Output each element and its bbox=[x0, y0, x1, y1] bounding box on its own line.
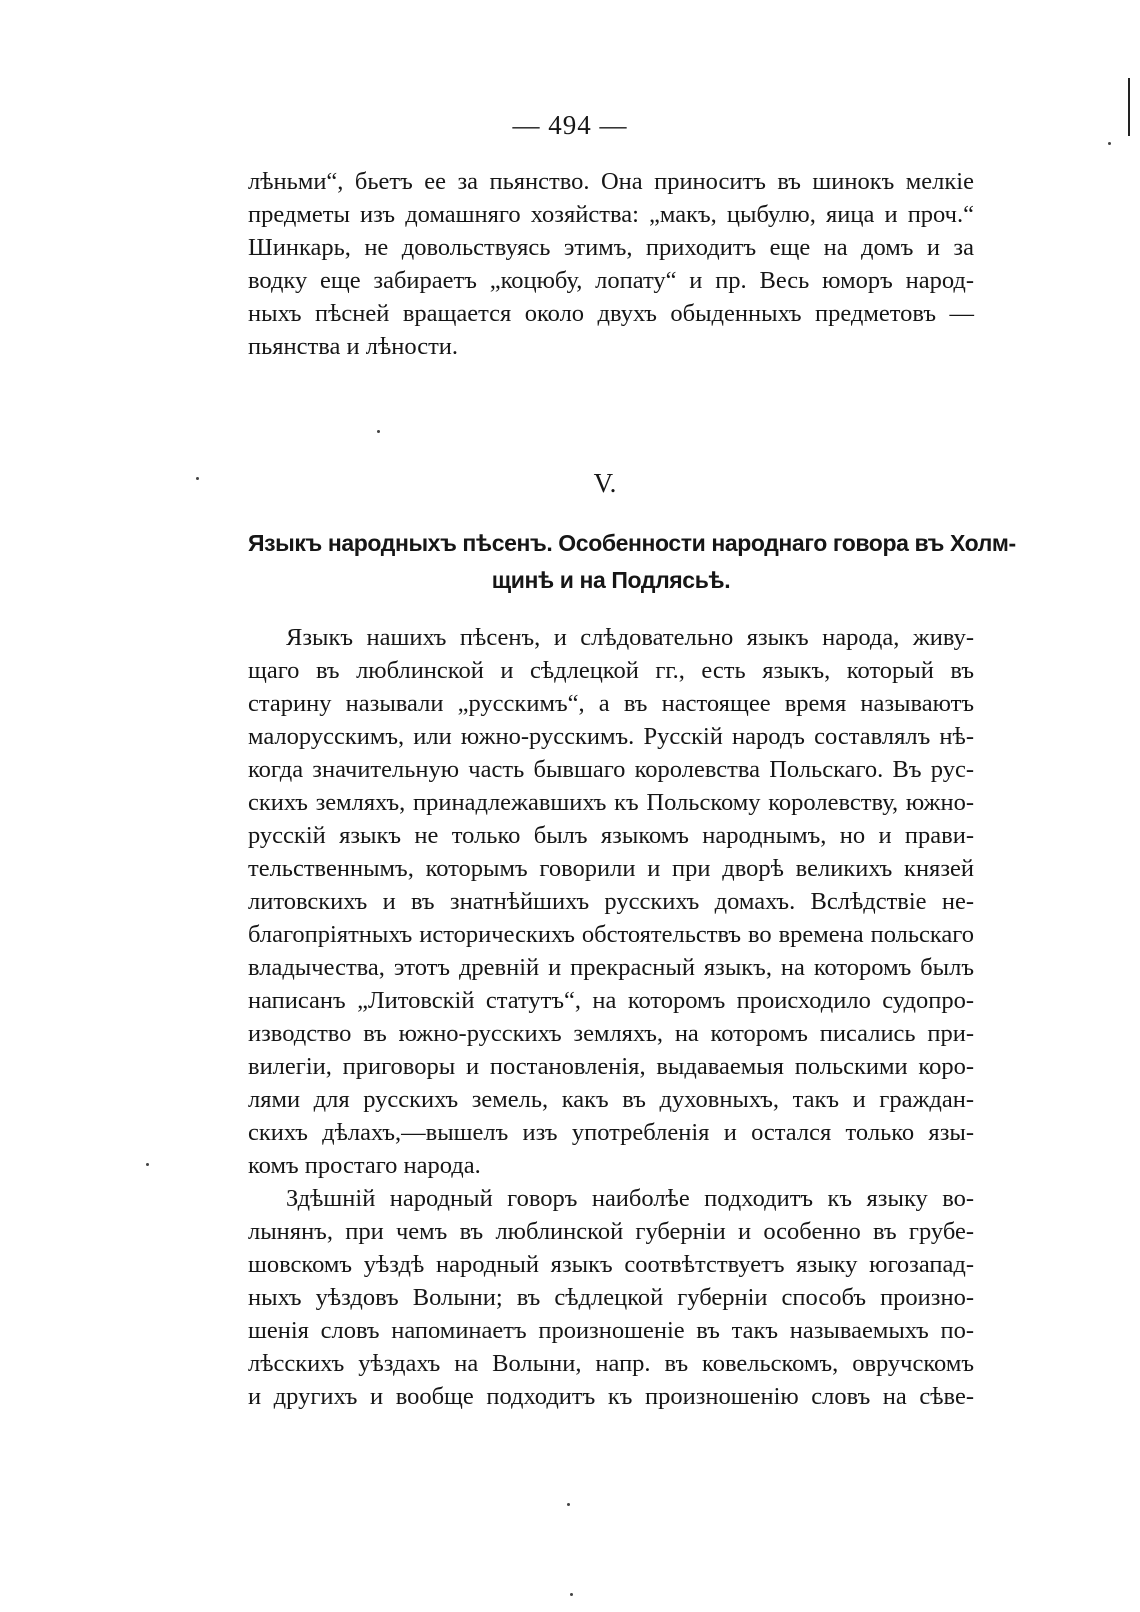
scan-speck bbox=[146, 1163, 149, 1166]
text-line: Языкъ нашихъ пѣсенъ, и слѣдовательно языкъ народа, живу- bbox=[286, 624, 974, 651]
text-line: изводство въ южно-русскихъ земляхъ, на которомъ писались при- bbox=[248, 1020, 974, 1047]
text-line: лями для русскихъ земель, какъ въ духовныхъ, такъ и граждан- bbox=[248, 1086, 974, 1113]
section-heading-line-2: щинѣ и на Подлясьѣ. bbox=[491, 567, 731, 593]
text-line: вилегіи, приговоры и постановленія, выдаваемыя польскими коро- bbox=[248, 1053, 974, 1080]
scan-speck bbox=[196, 477, 199, 480]
text-line: шовскомъ уѣздѣ народный языкъ соотвѣтствуетъ языку югозапад- bbox=[248, 1251, 974, 1278]
text-line: владычества, этотъ древній и прекрасный языкъ, на которомъ былъ bbox=[248, 954, 974, 981]
text-line: предметы изъ домашняго хозяйства: „макъ, цыбулю, яица и проч.“ bbox=[248, 201, 974, 228]
text-line: русскій языкъ не только былъ языкомъ народнымъ, но и прави- bbox=[248, 822, 974, 849]
text-line: старину называли „русскимъ“, а въ настоящее время называютъ bbox=[248, 690, 974, 717]
text-line: скихъ дѣлахъ,—вышелъ изъ употребленія и остался только язы- bbox=[248, 1119, 974, 1146]
text-line: пьянства и лѣности. bbox=[248, 333, 459, 360]
text-line: щаго въ люблинской и сѣдлецкой гг., есть языкъ, который въ bbox=[248, 657, 974, 684]
text-line: малорусскимъ, или южно-русскимъ. Русскій народъ составлялъ нѣ- bbox=[248, 723, 974, 750]
text-line: лѣсскихъ уѣздахъ на Волыни, напр. въ ковельскомъ, овручскомъ bbox=[248, 1350, 974, 1377]
text-line: ныхъ уѣздовъ Волыни; въ сѣдлецкой губерніи способъ произно- bbox=[248, 1284, 974, 1311]
text-line: лынянъ, при чемъ въ люблинской губерніи и особенно въ грубе- bbox=[248, 1218, 974, 1245]
text-line: когда значительную часть бывшаго королевства Польскаго. Въ рус- bbox=[248, 756, 974, 783]
text-line: Шинкарь, не довольствуясь этимъ, приходитъ еще на домъ и за bbox=[248, 234, 974, 261]
text-line: благопріятныхъ историческихъ обстоятельствъ во времена польскаго bbox=[248, 921, 974, 948]
scan-edge-mark bbox=[1128, 78, 1130, 136]
text-line: Здѣшній народный говоръ наиболѣе подходитъ къ языку во- bbox=[286, 1185, 974, 1212]
scan-speck bbox=[567, 1503, 570, 1506]
scan-speck bbox=[1108, 142, 1111, 145]
text-line: скихъ земляхъ, принадлежавшихъ къ Польскому королевству, южно- bbox=[248, 789, 974, 816]
text-line: написанъ „Литовскій статутъ“, на которомъ происходило судопро- bbox=[248, 987, 974, 1014]
text-line: комъ простаго народа. bbox=[248, 1152, 481, 1179]
section-numeral: V. bbox=[593, 468, 617, 498]
text-line: лѣньми“, бьетъ ее за пьянство. Она приноситъ въ шинокъ мелкіе bbox=[248, 168, 974, 195]
section-heading-line-1: Языкъ народныхъ пѣсенъ. Особенности народнаго говора въ Холм- bbox=[248, 530, 1016, 556]
text-line: тельственнымъ, которымъ говорили и при дворѣ великихъ князей bbox=[248, 855, 974, 882]
text-line: шенія словъ напоминаетъ произношеніе въ такъ называемыхъ по- bbox=[248, 1317, 974, 1344]
text-line: водку еще забираетъ „коцюбу, лопату“ и пр. Весь юморъ народ- bbox=[248, 267, 974, 294]
scan-speck bbox=[377, 430, 380, 433]
text-line: ныхъ пѣсней вращается около двухъ обыденныхъ предметовъ — bbox=[248, 300, 974, 327]
scan-speck bbox=[570, 1593, 573, 1596]
text-line: и другихъ и вообще подходитъ къ произношенію словъ на сѣве- bbox=[248, 1383, 974, 1410]
text-line: литовскихъ и въ знатнѣйшихъ русскихъ домахъ. Вслѣдствіе не- bbox=[248, 888, 974, 915]
page-number: — 494 — bbox=[512, 110, 628, 140]
